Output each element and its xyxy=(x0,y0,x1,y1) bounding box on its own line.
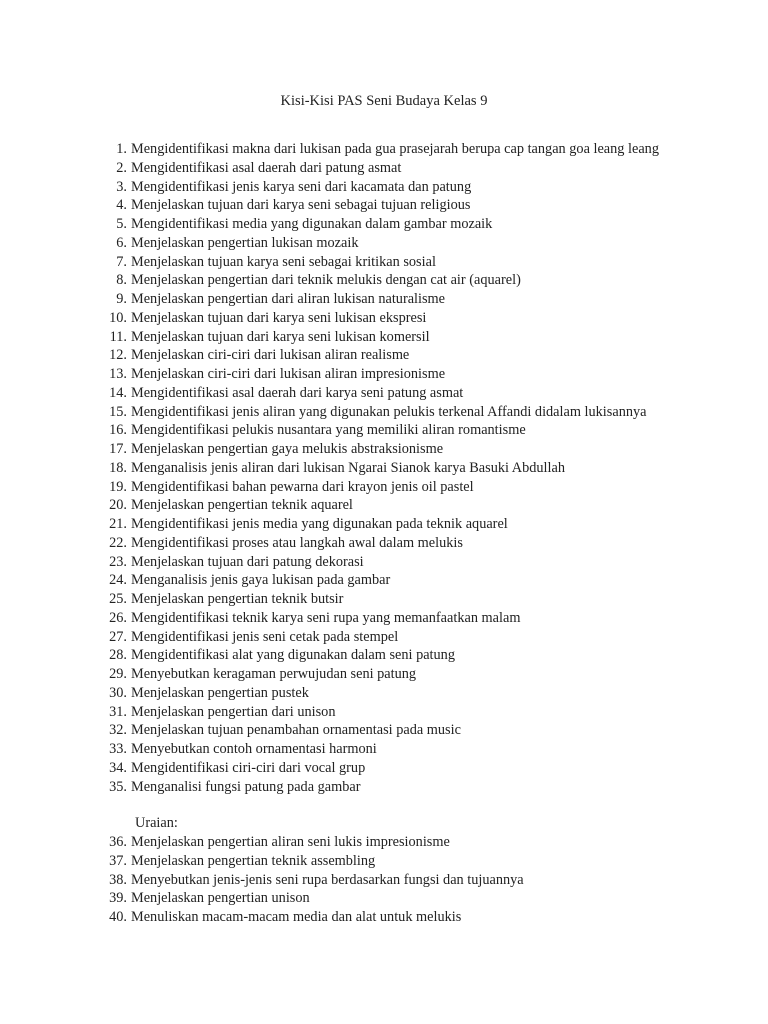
list-item-number: 24. xyxy=(109,572,127,589)
list-item-number: 17. xyxy=(109,441,127,457)
list-item-text: Menganalisis jenis aliran dari lukisan Ngarai Sianok karya Basuki Abdullah xyxy=(131,459,565,476)
list-item xyxy=(96,759,756,778)
list-item-number: 35. xyxy=(109,778,127,795)
list-item-text: Mengidentifikasi ciri-ciri dari vocal grup xyxy=(131,759,366,776)
document-title: Kisi-Kisi PAS Seni Budaya Kelas 9 xyxy=(280,93,488,109)
list-item xyxy=(96,459,756,478)
list-item-text: Menjelaskan tujuan dari patung dekorasi xyxy=(131,553,364,570)
list-item xyxy=(96,346,756,365)
list-item-number: 2. xyxy=(116,159,127,176)
list-item xyxy=(96,590,756,609)
list-item xyxy=(96,778,756,797)
list-item-number: 16. xyxy=(109,422,127,439)
list-item-number: 9. xyxy=(116,291,127,307)
list-item-text: Menjelaskan tujuan dari karya seni lukisan ekspresi xyxy=(131,309,427,326)
list-item xyxy=(96,140,756,159)
list-item xyxy=(96,309,756,328)
list-item xyxy=(96,871,756,890)
list-item xyxy=(96,328,756,347)
essay-list xyxy=(96,833,756,927)
list-item xyxy=(96,628,756,647)
list-item-number: 19. xyxy=(109,478,127,495)
list-item-text: Menjelaskan tujuan penambahan ornamentasi pada music xyxy=(131,722,461,739)
list-item-number: 8. xyxy=(116,272,127,289)
list-item xyxy=(96,403,756,422)
list-item xyxy=(96,833,756,852)
list-item xyxy=(96,908,756,927)
list-item-text: Mengidentifikasi jenis aliran yang digunakan pelukis terkenal Affandi didalam lukisannya xyxy=(131,403,647,420)
list-item-number: 29. xyxy=(109,666,127,682)
list-item-text: Menjelaskan ciri-ciri dari lukisan aliran impresionisme xyxy=(131,366,446,382)
list-item xyxy=(96,271,756,290)
list-item-text: Mengidentifikasi pelukis nusantara yang memiliki aliran romantisme xyxy=(131,422,526,439)
list-item xyxy=(96,703,756,722)
list-item-number: 4. xyxy=(116,197,127,214)
list-item-number: 15. xyxy=(109,403,127,420)
list-item xyxy=(96,196,756,215)
list-item-text: Mengidentifikasi asal daerah dari karya seni patung asmat xyxy=(131,384,464,401)
list-item-text: Mengidentifikasi jenis media yang digunakan pada teknik aquarel xyxy=(131,516,508,532)
list-item-number: 1. xyxy=(116,141,127,157)
list-item xyxy=(96,740,756,759)
list-item xyxy=(96,365,756,384)
list-item-text: Menjelaskan pengertian dari unison xyxy=(131,703,336,720)
list-item-text: Menjelaskan ciri-ciri dari lukisan aliran realisme xyxy=(131,347,410,364)
list-item-number: 25. xyxy=(109,591,127,607)
list-item-number: 22. xyxy=(109,534,127,551)
list-item-number: 37. xyxy=(109,852,127,869)
list-item-text: Menyebutkan jenis-jenis seni rupa berdasarkan fungsi dan tujuannya xyxy=(131,871,524,888)
list-item-number: 11. xyxy=(109,328,127,345)
list-item xyxy=(96,290,756,309)
list-item-number: 18. xyxy=(109,459,127,476)
list-item-number: 39. xyxy=(109,890,127,907)
list-item xyxy=(96,478,756,497)
list-item-text: Menjelaskan pengertian aliran seni lukis impresionisme xyxy=(131,834,450,850)
list-item xyxy=(96,665,756,684)
list-item-text: Menuliskan macam-macam media dan alat untuk melukis xyxy=(131,909,462,925)
list-item-text: Mengidentifikasi proses atau langkah awal dalam melukis xyxy=(131,534,463,551)
list-item xyxy=(96,684,756,703)
list-item-number: 28. xyxy=(109,647,127,664)
list-item-number: 36. xyxy=(109,834,127,850)
list-item-number: 3. xyxy=(116,178,127,195)
list-item-text: Menjelaskan pengertian lukisan mozaik xyxy=(131,234,359,251)
list-item xyxy=(96,215,756,234)
list-item xyxy=(96,496,756,515)
list-item-text: Menjelaskan pengertian teknik butsir xyxy=(131,591,344,607)
list-item xyxy=(96,553,756,572)
list-item-text: Menjelaskan pengertian teknik assembling xyxy=(131,852,376,869)
list-item-number: 6. xyxy=(116,234,127,251)
section-label-uraian: Uraian: xyxy=(135,815,178,831)
list-item-number: 7. xyxy=(116,253,127,270)
list-item-text: Menganalisis jenis gaya lukisan pada gambar xyxy=(131,572,391,589)
list-item-number: 34. xyxy=(109,759,127,776)
list-item-number: 14. xyxy=(109,384,127,401)
list-item-number: 20. xyxy=(109,497,127,514)
list-item-number: 32. xyxy=(109,722,127,739)
list-item-text: Menjelaskan pengertian teknik aquarel xyxy=(131,497,353,514)
list-item-text: Menyebutkan keragaman perwujudan seni patung xyxy=(131,666,417,682)
list-item-text: Mengidentifikasi alat yang digunakan dalam seni patung xyxy=(131,647,455,664)
list-item-number: 27. xyxy=(109,628,127,645)
list-item-number: 31. xyxy=(109,703,127,720)
list-item xyxy=(96,234,756,253)
list-item xyxy=(96,515,756,534)
list-item-text: Menjelaskan tujuan dari karya seni lukisan komersil xyxy=(131,328,430,345)
list-item-text: Menjelaskan pengertian pustek xyxy=(131,684,309,701)
list-item xyxy=(96,721,756,740)
list-item-text: Menyebutkan contoh ornamentasi harmoni xyxy=(131,741,377,757)
list-item xyxy=(96,609,756,628)
list-item xyxy=(96,534,756,553)
list-item-text: Mengidentifikasi bahan pewarna dari krayon jenis oil pastel xyxy=(131,478,474,495)
list-item-text: Mengidentifikasi makna dari lukisan pada gua prasejarah berupa cap tangan goa leang leang xyxy=(131,141,659,157)
list-item-number: 40. xyxy=(109,909,127,925)
list-item-number: 33. xyxy=(109,741,127,757)
list-item xyxy=(96,889,756,908)
list-item-number: 30. xyxy=(109,684,127,701)
list-item-number: 23. xyxy=(109,553,127,570)
list-item-text: Menjelaskan pengertian dari aliran lukisan naturalisme xyxy=(131,291,446,307)
list-item-number: 5. xyxy=(116,216,127,232)
list-item xyxy=(96,253,756,272)
list-item-text: Menjelaskan tujuan karya seni sebagai kritikan sosial xyxy=(131,253,436,270)
list-item-number: 26. xyxy=(109,609,127,626)
list-item xyxy=(96,571,756,590)
list-item xyxy=(96,440,756,459)
list-item-text: Menganalisi fungsi patung pada gambar xyxy=(131,778,361,795)
list-item-number: 13. xyxy=(109,366,127,382)
list-item xyxy=(96,159,756,178)
list-item-text: Menjelaskan tujuan dari karya seni sebagai tujuan religious xyxy=(131,197,471,214)
list-item-text: Menjelaskan pengertian dari teknik melukis dengan cat air (aquarel) xyxy=(131,272,521,289)
list-item-text: Menjelaskan pengertian gaya melukis abstraksionisme xyxy=(131,441,444,457)
list-item-number: 38. xyxy=(109,871,127,888)
list-item xyxy=(96,852,756,871)
list-item-text: Mengidentifikasi media yang digunakan dalam gambar mozaik xyxy=(131,216,493,232)
list-item-number: 10. xyxy=(109,309,127,326)
list-item-text: Mengidentifikasi asal daerah dari patung asmat xyxy=(131,159,402,176)
list-item xyxy=(96,646,756,665)
list-item-text: Menjelaskan pengertian unison xyxy=(131,890,310,907)
objective-list xyxy=(96,140,756,796)
list-item-number: 12. xyxy=(109,347,127,364)
list-item-number: 21. xyxy=(109,516,127,532)
list-item-text: Mengidentifikasi teknik karya seni rupa yang memanfaatkan malam xyxy=(131,609,521,626)
list-item-text: Mengidentifikasi jenis seni cetak pada stempel xyxy=(131,628,399,645)
list-item xyxy=(96,178,756,197)
list-item xyxy=(96,421,756,440)
list-item xyxy=(96,384,756,403)
list-item-text: Mengidentifikasi jenis karya seni dari kacamata dan patung xyxy=(131,178,472,195)
